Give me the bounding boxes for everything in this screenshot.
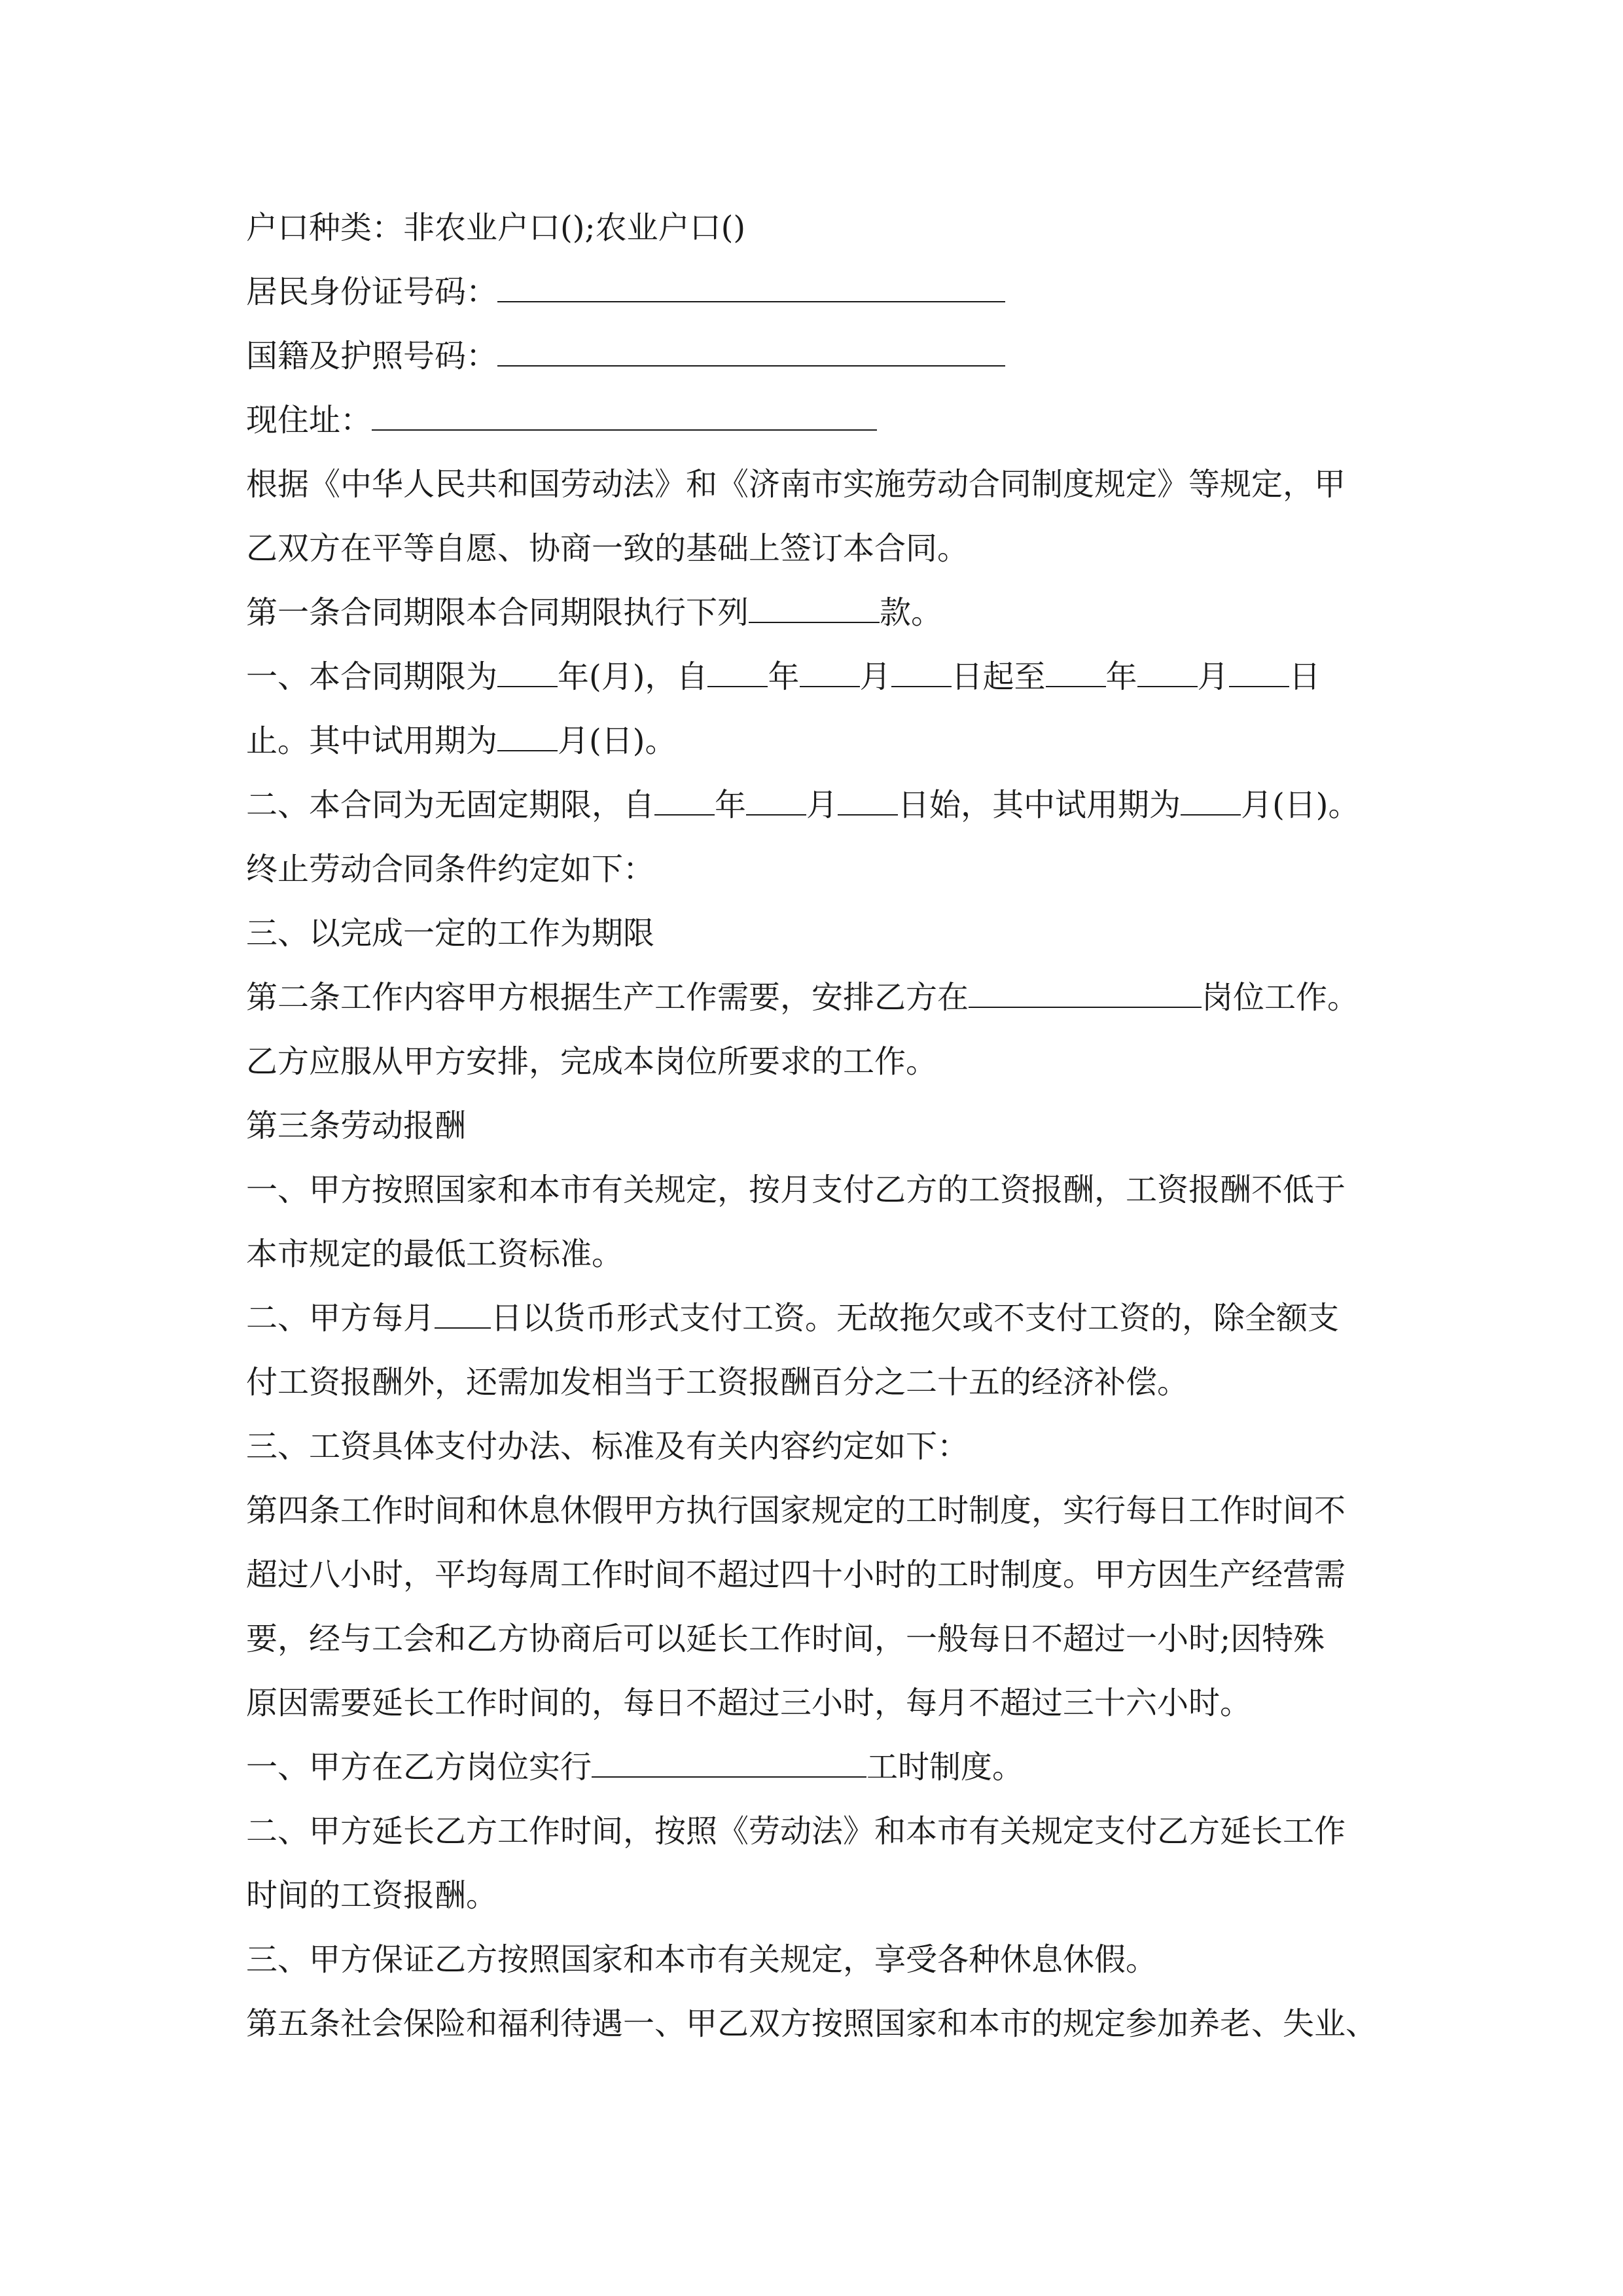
article-1-text: 第一条合同期限本合同期限执行下列 (246, 594, 749, 631)
term-2-text-d: 日始，其中试用期为 (898, 787, 1181, 823)
article-2-text: 第二条工作内容甲方根据生产工作需要，安排乙方在 (246, 979, 969, 1016)
term-1-text-i: 止。其中试用期为 (246, 723, 498, 759)
paragraph-intro-2: 乙双方在平等自愿、协商一致的基础上签订本合同。 (246, 530, 969, 567)
term-1-text-a: 一、本合同期限为 (246, 658, 498, 695)
term-1-blank-8[interactable] (497, 723, 558, 751)
article-3-title: 第三条劳动报酬 (246, 1107, 467, 1144)
hukou-label: 户口种类： (246, 209, 404, 246)
article-2-line-2: 乙方应服从甲方安排，完成本岗位所要求的工作。 (246, 1043, 938, 1080)
term-1-blank-3[interactable] (800, 658, 860, 687)
term-1-blank-2[interactable] (707, 658, 768, 687)
term-3-line: 三、以完成一定的工作为期限 (246, 915, 655, 952)
article-2-line (246, 978, 1359, 1017)
article-1-line (246, 593, 942, 632)
term-1-blank-4[interactable] (891, 658, 952, 687)
article-2-suffix: 岗位工作。 (1202, 979, 1359, 1016)
passport-label: 国籍及护照号码： (246, 338, 498, 374)
term-1-blank-1[interactable] (497, 658, 558, 687)
article-1-blank[interactable] (749, 594, 880, 623)
term-1-line-2 (246, 721, 676, 761)
hours-2-line-1: 二、甲方延长乙方工作时间，按照《劳动法》和本市有关规定支付乙方延长工作 (246, 1813, 1346, 1850)
term-1-text-d: 月 (859, 658, 891, 695)
paragraph-intro-1: 根据《中华人民共和国劳动法》和《济南市实施劳动合同制度规定》等规定，甲 (246, 466, 1346, 503)
pay-2-line-2: 付工资报酬外，还需加发相当于工资报酬百分之二十五的经济补偿。 (246, 1364, 1189, 1401)
article-4-line-1: 第四条工作时间和休息休假甲方执行国家规定的工时制度，实行每日工作时间不 (246, 1492, 1346, 1529)
article-4-line-4: 原因需要延长工作时间的，每日不超过三小时，每月不超过三十六小时。 (246, 1685, 1252, 1721)
address-label: 现住址： (246, 402, 372, 439)
term-1-text-g: 月 (1197, 658, 1229, 695)
article-4-line-2: 超过八小时，平均每周工作时间不超过四十小时的工时制度。甲方因生产经营需 (246, 1556, 1346, 1593)
term-1-text-f: 年 (1105, 658, 1137, 695)
id-number-label: 居民身份证号码： (246, 274, 498, 310)
term-2-text-a: 二、本合同为无固定期限，自 (246, 787, 655, 823)
term-end-line: 终止劳动合同条件约定如下： (246, 851, 655, 888)
pay-1-line-2: 本市规定的最低工资标准。 (246, 1236, 624, 1272)
hours-1-line (246, 1748, 1024, 1787)
article-2-blank[interactable] (969, 979, 1202, 1008)
term-1-text-j: 月(日)。 (558, 723, 677, 759)
term-2-line (246, 785, 1360, 825)
address-blank[interactable] (372, 402, 877, 431)
article-1-suffix: 款。 (880, 594, 943, 631)
id-number-blank[interactable] (497, 274, 1005, 302)
address-line (246, 401, 877, 440)
term-1-text-b: 年(月)，自 (558, 658, 708, 695)
term-1-blank-5[interactable] (1046, 658, 1106, 687)
article-5-line: 第五条社会保险和福利待遇一、甲乙双方按照国家和本市的规定参加养老、失业、 (246, 2005, 1378, 2042)
hours-1-suffix: 工时制度。 (866, 1749, 1024, 1785)
term-2-blank-1[interactable] (654, 787, 715, 816)
term-1-text-e: 日起至 (951, 658, 1046, 695)
term-1-text-c: 年 (768, 658, 800, 695)
term-2-blank-4[interactable] (1181, 787, 1241, 816)
term-2-blank-2[interactable] (746, 787, 806, 816)
term-1-text-h: 日 (1289, 658, 1321, 695)
term-1-blank-7[interactable] (1229, 658, 1289, 687)
pay-2-blank[interactable] (435, 1300, 491, 1329)
term-1-line (246, 657, 1321, 696)
pay-2-line-1 (246, 1299, 1339, 1338)
term-1-blank-6[interactable] (1137, 658, 1198, 687)
article-4-line-3: 要，经与工会和乙方协商后可以延长工作时间，一般每日不超过一小时;因特殊 (246, 1621, 1325, 1657)
passport-blank[interactable] (497, 338, 1005, 367)
hukou-line (246, 208, 745, 247)
pay-3-line: 三、工资具体支付办法、标准及有关内容约定如下： (246, 1428, 969, 1465)
hours-1-blank[interactable] (592, 1749, 866, 1778)
passport-line (246, 336, 1005, 376)
term-2-blank-3[interactable] (838, 787, 898, 816)
hours-2-line-2: 时间的工资报酬。 (246, 1877, 498, 1914)
hours-3-line: 三、甲方保证乙方按照国家和本市有关规定，享受各种休息休假。 (246, 1941, 1158, 1978)
hours-1-text: 一、甲方在乙方岗位实行 (246, 1749, 592, 1785)
pay-1-line-1: 一、甲方按照国家和本市有关规定，按月支付乙方的工资报酬，工资报酬不低于 (246, 1172, 1346, 1208)
pay-2-text-b: 日以货币形式支付工资。无故拖欠或不支付工资的，除全额支 (491, 1300, 1340, 1336)
term-2-text-c: 月 (806, 787, 838, 823)
id-number-line (246, 272, 1005, 312)
term-2-text-b: 年 (715, 787, 747, 823)
hukou-options: 非农业户口();农业户口() (403, 209, 746, 246)
pay-2-text-a: 二、甲方每月 (246, 1300, 435, 1336)
term-2-text-e: 月(日)。 (1241, 787, 1360, 823)
